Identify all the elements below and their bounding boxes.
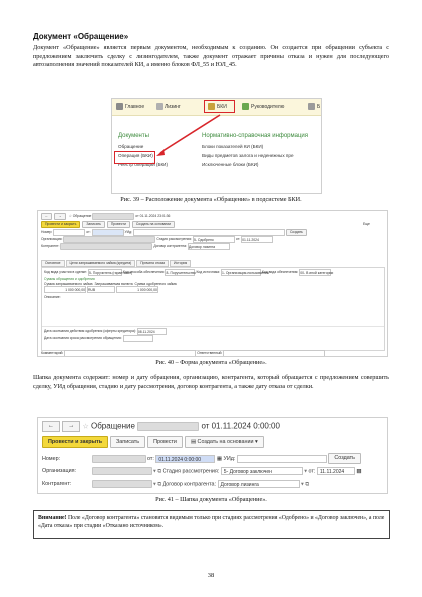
post-button[interactable]: Провести — [147, 436, 183, 448]
calendar-icon[interactable]: ▦ — [356, 468, 362, 475]
figure-document-form — [37, 210, 388, 357]
counterparty-field[interactable] — [60, 243, 152, 250]
chevron-down-icon[interactable]: ▾ — [304, 468, 308, 475]
form-title: Обращение — [72, 214, 92, 219]
open-icon[interactable]: ⧉ — [157, 481, 162, 488]
create-uid-button[interactable]: Создать — [286, 229, 307, 236]
review-end-row: Дата окончания срока рассмотрения обращения: — [44, 335, 153, 341]
page-number: 38 — [207, 572, 215, 579]
contract-field[interactable]: Договор лизинга — [188, 243, 230, 250]
section-manager[interactable]: Руководителю — [242, 102, 284, 112]
figure-document-header — [37, 417, 388, 494]
more-button[interactable]: Еще — [363, 222, 370, 226]
requested-amount-field[interactable]: 1 000 000,00 — [44, 286, 86, 293]
nsi-link-excluded[interactable]: Исключенные блоки (БКИ) — [202, 162, 259, 167]
section-heading: Документ «Обращение» — [33, 32, 129, 41]
forward-button[interactable]: → — [62, 421, 80, 432]
create-uid-button[interactable]: Создать — [328, 453, 361, 464]
header-number-row: Номер: от: 01.11.2024 0:00:00 ▦ УИд: Создать — [42, 453, 363, 464]
number-field[interactable] — [53, 229, 85, 236]
post-and-close-button[interactable]: Провести и закрыть — [42, 436, 108, 448]
caption-fig40: Рис. 40 – Форма документа «Обращение». — [155, 359, 267, 366]
section-leasing[interactable]: Лизинг — [156, 102, 181, 112]
doc-link-obrashchenie[interactable]: Обращение — [118, 144, 144, 149]
forward-button[interactable]: → — [54, 213, 65, 220]
nsi-link-blocks[interactable]: Блоки показателей КИ (БКИ) — [202, 144, 264, 149]
currency-field[interactable]: RUB — [87, 286, 115, 293]
create-based-on-button[interactable]: ▤ Создать на основании ▾ — [185, 436, 264, 448]
stage-date-field[interactable]: 01.11.2024 — [241, 236, 273, 243]
post-button[interactable]: Провести — [107, 221, 130, 228]
note-label: Описание: — [44, 295, 61, 299]
counterparty-row: Контрагент: Договор контрагента: Договор лизинга — [41, 243, 230, 249]
organization-field[interactable] — [63, 236, 155, 243]
caption-fig39: Рис. 39 – Расположение документа «Обращение» в подсистеме БКИ. — [120, 196, 302, 203]
nsi-link-pledge-types[interactable]: Виды предметов залога и неденежных пре — [202, 153, 294, 158]
save-button[interactable]: Записать — [82, 221, 105, 228]
attention-note — [33, 510, 390, 539]
section-bki[interactable]: БКИ — [208, 102, 227, 112]
obrashchenie-highlight-box — [114, 151, 155, 164]
footer-row: Комментарий: Ответственный: — [41, 350, 325, 356]
attention-label: Внимание! — [38, 515, 67, 521]
review-end-date-field[interactable] — [123, 335, 153, 342]
counterparty-field[interactable] — [92, 480, 152, 488]
form-toolbar — [41, 221, 177, 227]
form-titlebar — [41, 213, 170, 219]
nsi-column — [202, 133, 308, 169]
approval-end-date-field[interactable]: 08.11.2024 — [137, 328, 167, 335]
create-based-on-icon: ▤ — [190, 439, 198, 445]
post-and-close-button[interactable]: Провести и закрыть — [41, 221, 80, 228]
open-icon[interactable]: ⧉ — [305, 481, 310, 488]
date-field[interactable]: 01.11.2024 0:00:00 — [155, 455, 215, 463]
section-main[interactable]: Главное — [116, 102, 144, 112]
documents-title: Документы — [118, 133, 149, 139]
section-more[interactable]: Б — [308, 102, 320, 112]
star-icon[interactable]: ☆ — [68, 214, 72, 219]
amount-values — [44, 286, 158, 292]
uid-field[interactable] — [237, 455, 327, 463]
save-button[interactable]: Записать — [110, 436, 145, 448]
form-body — [41, 267, 385, 351]
figure-bki-subsystem — [111, 98, 322, 194]
comment-field[interactable] — [64, 350, 196, 357]
organization-field[interactable] — [92, 467, 152, 475]
chevron-down-icon[interactable]: ▾ — [301, 481, 304, 488]
title-number-redacted — [92, 213, 134, 220]
intro-paragraph: Документ «Обращение» является первым документом, необходимым к созданию. Он создается при обращении субъекта с предложением заключить сделку с лизингодателем, также документ отражает причины отказа и нужен для последующего автозаполнения значений показателей КИ, а именно блоков ФЛ_55 и ЮЛ_45. — [33, 44, 389, 69]
date-field[interactable] — [92, 229, 124, 236]
responsible-field[interactable] — [223, 350, 325, 357]
open-icon[interactable]: ⧉ — [157, 468, 162, 475]
header-organization-row: Организация: ▾ ⧉ Стадия рассмотрения: 5- Договор заключен ▾ от: 11.11.2024 ▦ — [42, 468, 362, 475]
doc-link-registry[interactable]: Реестр операций (БКИ) — [118, 162, 169, 167]
amounts-title: Суммы обращения и одобрения — [44, 277, 95, 281]
amount-headers: Сумма запрашиваемого займа Запрашиваемая валюта Сумма одобренного займа — [44, 282, 177, 286]
back-button[interactable]: ← — [42, 421, 60, 432]
header-title: Обращение — [90, 421, 135, 431]
number-field[interactable] — [92, 455, 146, 463]
tab-refusal-reason[interactable]: Причина отказа — [136, 260, 169, 267]
caption-fig41: Рис. 41 – Шапка документа «Обращение». — [155, 496, 267, 503]
tab-goals[interactable]: Цели запрашиваемого займа (кредита) — [66, 260, 136, 267]
organization-row: Организация: Стадия рассмотрения: 5- Одобрено от: 01.11.2024 — [41, 236, 273, 242]
tab-history[interactable]: История — [170, 260, 191, 267]
form-title-date: от 01.11.2024 23:01:36 — [135, 214, 171, 219]
stage-date-field[interactable]: 11.11.2024 — [317, 467, 355, 475]
title-number-redacted — [137, 422, 199, 431]
stage-field[interactable]: 5- Договор заключен — [221, 467, 303, 475]
create-based-on-button[interactable]: Создать на основании — [132, 221, 175, 228]
stage-field[interactable]: 5- Одобрено — [193, 236, 235, 243]
approved-amount-field[interactable]: 1 000 000,00 — [116, 286, 158, 293]
header-paragraph: Шапка документа содержит: номер и дату обращения, организацию, контрагента, который обращается с предложением совершить сделку, УИд обращения, стадию и дату рассмотрения, договор контрагента, а также дату отказа от сделки. — [33, 374, 389, 390]
doc-link-operation[interactable]: Операция (БКИ) — [118, 153, 153, 158]
attention-text: Поле «Договор контрагента» становится видимым только при стадиях рассмотрения «Одобрено» и «Договор заключен», а поле «Дата отказа» при стадии «Отказано источником». — [38, 515, 385, 529]
header-title-date: от 01.11.2024 0:00:00 — [201, 421, 280, 431]
header-titlebar — [42, 421, 280, 432]
uid-field[interactable] — [133, 229, 285, 236]
chevron-down-icon[interactable]: ▾ — [153, 481, 156, 488]
number-row: Номер: от: УИд: Создать — [41, 229, 309, 235]
tab-main[interactable]: Основное — [41, 260, 65, 267]
chevron-down-icon[interactable]: ▾ — [153, 468, 156, 475]
back-button[interactable]: ← — [41, 213, 52, 220]
participation-row: Код вида участия в сделке: 5- Поручитель (гарантиант) Код способа обеспечения: 8- Поручительство Код источника: 1- Организация-пользователь Код вида обеспечения: 00- В иной категории — [44, 270, 334, 275]
header-counterparty-row: Контрагент: ▾ ⧉ Договор контрагента: Договор лизинга ▾ ⧉ — [42, 481, 310, 488]
header-toolbar — [42, 436, 266, 448]
contract-field[interactable]: Договор лизинга — [218, 480, 300, 488]
approval-end-row: Дата окончания действия одобрения (оферты кредитора): 08.11.2024 — [44, 328, 167, 334]
calendar-icon[interactable]: ▦ — [216, 455, 222, 462]
form-tabs — [41, 260, 192, 265]
nsi-title: Нормативно-справочная информация — [202, 133, 308, 139]
star-icon[interactable]: ☆ — [82, 423, 89, 431]
